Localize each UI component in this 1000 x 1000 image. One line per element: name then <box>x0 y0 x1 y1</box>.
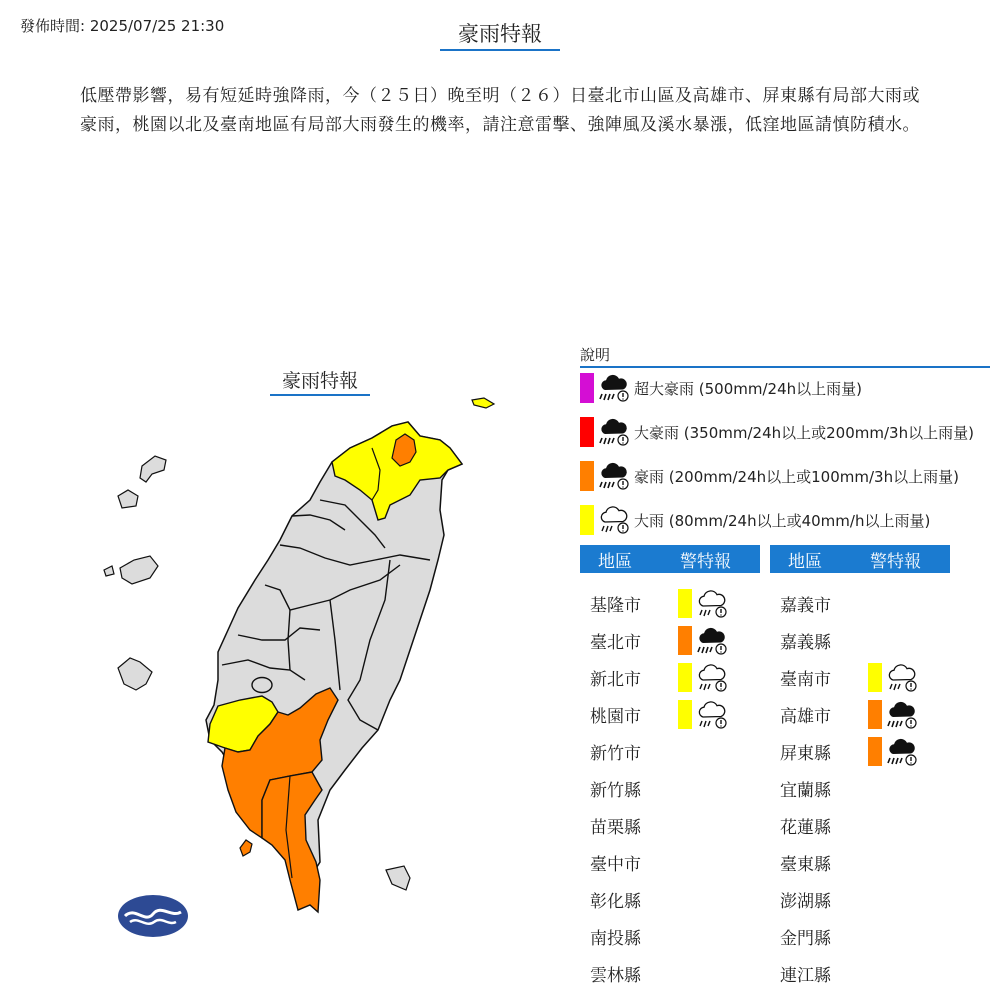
thunder-rain-icon <box>696 663 728 693</box>
region-name: 苗栗縣 <box>590 818 641 838</box>
region-name: 桃園市 <box>590 707 641 727</box>
thunder-rain-icon <box>696 589 728 619</box>
region-name: 彰化縣 <box>590 892 641 912</box>
table-row <box>580 807 760 844</box>
thunder-heavy-rain-icon <box>598 417 630 447</box>
table-row <box>770 622 950 659</box>
legend-item <box>580 417 974 447</box>
region-name: 澎湖縣 <box>780 892 831 912</box>
region-name: 新竹市 <box>590 744 641 764</box>
table-row <box>580 659 760 696</box>
table-row <box>580 770 760 807</box>
thunder-rain-icon <box>696 700 728 730</box>
region-name: 新竹縣 <box>590 781 641 801</box>
region-name: 臺南市 <box>780 670 831 690</box>
thunder-heavy-rain-icon <box>598 461 630 491</box>
table-row <box>580 844 760 881</box>
region-name: 花蓮縣 <box>780 818 831 838</box>
table-row <box>770 696 950 733</box>
region-name: 屏東縣 <box>780 744 831 764</box>
legend-swatch <box>580 461 594 491</box>
region-name: 高雄市 <box>780 707 831 727</box>
warning-swatch <box>678 626 692 655</box>
thunder-heavy-rain-icon <box>696 626 728 656</box>
page-title: 豪雨特報 <box>440 18 560 51</box>
legend-label: 超大豪雨 (500mm/24h以上雨量) <box>634 379 862 398</box>
warning-swatch <box>678 663 692 692</box>
legend-swatch <box>580 417 594 447</box>
region-name: 基隆市 <box>590 596 641 616</box>
table-row <box>580 881 760 918</box>
region-name: 南投縣 <box>590 929 641 949</box>
col-region-label: 地區 <box>598 551 632 572</box>
table-row <box>770 733 950 770</box>
table-row <box>770 844 950 881</box>
legend-swatch <box>580 505 594 535</box>
table-row <box>770 659 950 696</box>
region-name: 連江縣 <box>780 966 831 986</box>
legend-item <box>580 461 959 491</box>
region-name: 臺北市 <box>590 633 641 653</box>
thunder-heavy-rain-icon <box>886 737 918 767</box>
table-row <box>580 696 760 733</box>
region-name: 新北市 <box>590 670 641 690</box>
thunder-rain-icon <box>598 505 630 535</box>
map-title: 豪雨特報 <box>270 366 370 396</box>
region-name: 臺東縣 <box>780 855 831 875</box>
legend-item <box>580 373 862 403</box>
table-row <box>580 622 760 659</box>
thunder-rain-icon <box>886 663 918 693</box>
legend-item <box>580 505 930 535</box>
map-island-keelung <box>472 398 494 408</box>
legend-label: 大雨 (80mm/24h以上或40mm/h以上雨量) <box>634 511 931 530</box>
col-region-label: 地區 <box>788 551 822 572</box>
col-warning-label: 警特報 <box>870 551 921 572</box>
warning-swatch <box>678 700 692 729</box>
region-name: 雲林縣 <box>590 966 641 986</box>
cwa-logo-icon <box>118 895 188 937</box>
warning-swatch <box>868 737 882 766</box>
issue-time: 發佈時間: 2025/07/25 21:30 <box>20 17 225 35</box>
map-island-green <box>386 866 410 890</box>
table-row <box>770 770 950 807</box>
map-islands-penghu <box>104 456 166 690</box>
table-row <box>580 733 760 770</box>
region-name: 宜蘭縣 <box>780 781 831 801</box>
legend-label: 大豪雨 (350mm/24h以上或200mm/3h以上雨量) <box>634 423 974 442</box>
warning-swatch <box>868 700 882 729</box>
map-island-liuqiu <box>240 840 252 856</box>
warning-swatch <box>868 663 882 692</box>
table-row <box>770 585 950 622</box>
region-name: 金門縣 <box>780 929 831 949</box>
table-row <box>580 955 760 992</box>
taiwan-warning-map <box>0 380 560 1000</box>
thunder-heavy-rain-icon <box>598 373 630 403</box>
region-name: 臺中市 <box>590 855 641 875</box>
col-warning-label: 警特報 <box>680 551 731 572</box>
legend-label: 豪雨 (200mm/24h以上或100mm/3h以上雨量) <box>634 467 959 486</box>
warning-swatch <box>678 589 692 618</box>
warning-description: 低壓帶影響，易有短延時強降雨，今（２５日）晚至明（２６）日臺北市山區及高雄市、屏東縣有局部大雨或豪雨，桃園以北及臺南地區有局部大雨發生的機率，請注意雷擊、強陣風及溪水暴漲，低窪地區請慎防積水。 <box>80 86 920 135</box>
table-row <box>770 807 950 844</box>
legend-swatch <box>580 373 594 403</box>
table-row <box>580 585 760 622</box>
region-name: 嘉義縣 <box>780 633 831 653</box>
table-row <box>770 918 950 955</box>
table-row <box>580 918 760 955</box>
legend-heading: 說明 <box>580 344 990 368</box>
table-header-left <box>580 545 760 573</box>
thunder-heavy-rain-icon <box>886 700 918 730</box>
region-name: 嘉義市 <box>780 596 831 616</box>
table-header-right <box>770 545 950 573</box>
table-row <box>770 955 950 992</box>
table-row <box>770 881 950 918</box>
